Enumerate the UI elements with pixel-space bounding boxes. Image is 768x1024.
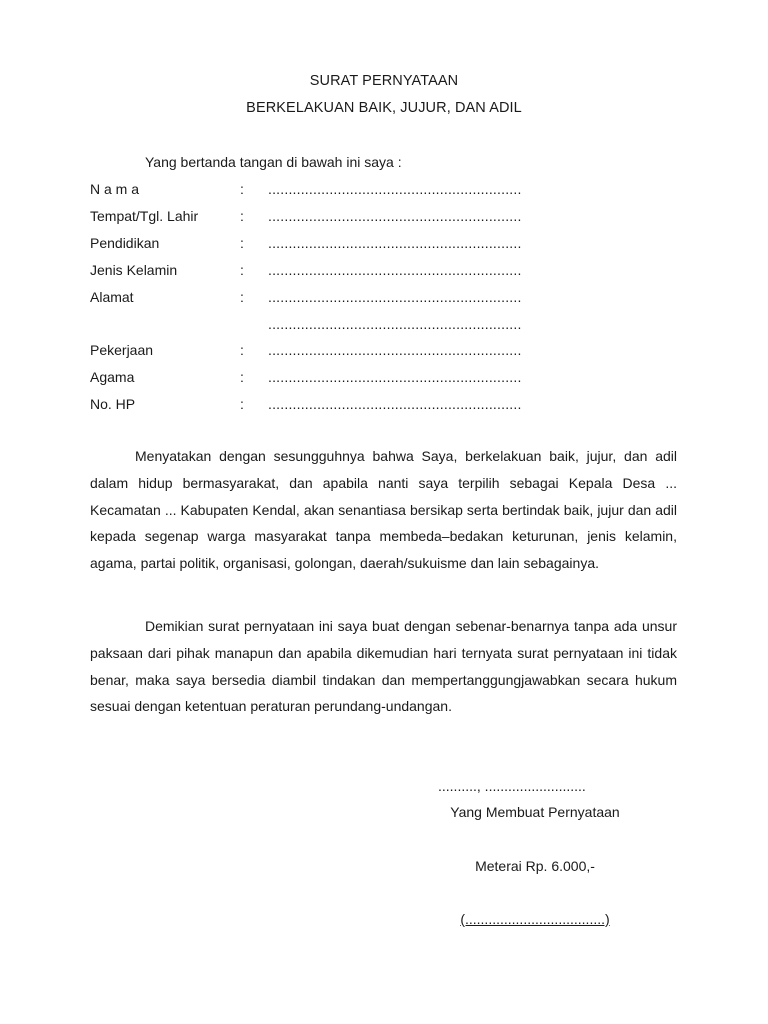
field-colon: :	[240, 288, 244, 305]
field-colon: :	[240, 342, 244, 359]
field-fill-line: ..............................................................	[268, 261, 522, 278]
signature-meterai: Meterai Rp. 6.000,-	[475, 858, 595, 874]
field-colon: :	[240, 396, 244, 413]
field-label: Agama	[90, 369, 135, 386]
field-colon: :	[240, 369, 244, 386]
field-fill-line: ..............................................................	[268, 288, 522, 305]
field-colon: :	[240, 234, 244, 251]
document-title: SURAT PERNYATAAN	[309, 73, 459, 89]
field-colon: :	[240, 207, 244, 224]
field-fill-line: ..............................................................	[268, 181, 522, 197]
field-row	[90, 316, 550, 336]
intro-text: Yang bertanda tangan di bawah ini saya :	[145, 154, 402, 170]
field-fill-line: ..............................................................	[268, 342, 522, 359]
field-row	[90, 262, 550, 282]
signature-place-date: .........., ..........................	[438, 778, 586, 794]
field-row	[90, 181, 550, 201]
field-label: Tempat/Tgl. Lahir	[90, 207, 199, 224]
field-fill-line: ..............................................................	[268, 396, 522, 413]
field-colon: :	[240, 261, 244, 278]
closing-paragraph: Demikian surat pernyataan ini saya buat dengan sebenar-benarnya tanpa ada unsur paksaan dari pihak manapun dan apabila dikemudian hari ternyata surat pernyataan ini tidak benar, maka saya bersedia diambil tindakan dan mempertanggungjawabkan secara hukum sesuai dengan ketentuan peraturan perundang-undangan.	[90, 618, 677, 715]
field-row	[90, 396, 550, 416]
field-fill-line: ..............................................................	[268, 315, 522, 332]
field-row	[90, 369, 550, 389]
field-label: Pekerjaan	[90, 342, 154, 359]
field-fill-line: ..............................................................	[268, 234, 522, 251]
field-label: N a m a	[90, 181, 140, 197]
field-label: No. HP	[90, 396, 136, 413]
field-row	[90, 289, 550, 309]
field-row	[90, 235, 550, 255]
field-colon: :	[240, 181, 244, 197]
field-fill-line: ..............................................................	[268, 207, 522, 224]
signature-title: Yang Membuat Pernyataan	[450, 804, 620, 820]
document-subtitle: BERKELAKUAN BAIK, JUJUR, DAN ADIL	[246, 100, 522, 116]
field-fill-line: ..............................................................	[268, 369, 522, 386]
field-row	[90, 208, 550, 228]
field-row	[90, 342, 550, 362]
field-label: Pendidikan	[90, 234, 160, 251]
signature-name: (....................................)	[460, 911, 610, 927]
statement-paragraph: Menyatakan dengan sesungguhnya bahwa Saya, berkelakuan baik, jujur, dan adil dalam hidup bermasyarakat, dan apabila nanti saya terpilih sebagai Kepala Desa ... Kecamatan ... Kabupaten Kendal, akan senantiasa bersikap serta bertindak baik, jujur dan adil kepada segenap warga masyarakat tanpa membeda–bedakan keturunan, jenis kelamin, agama, partai politik, organisasi, golongan, daerah/sukuisme dan lain sebagainya.	[90, 448, 677, 572]
field-label: Jenis Kelamin	[90, 261, 178, 278]
field-label: Alamat	[90, 288, 134, 305]
